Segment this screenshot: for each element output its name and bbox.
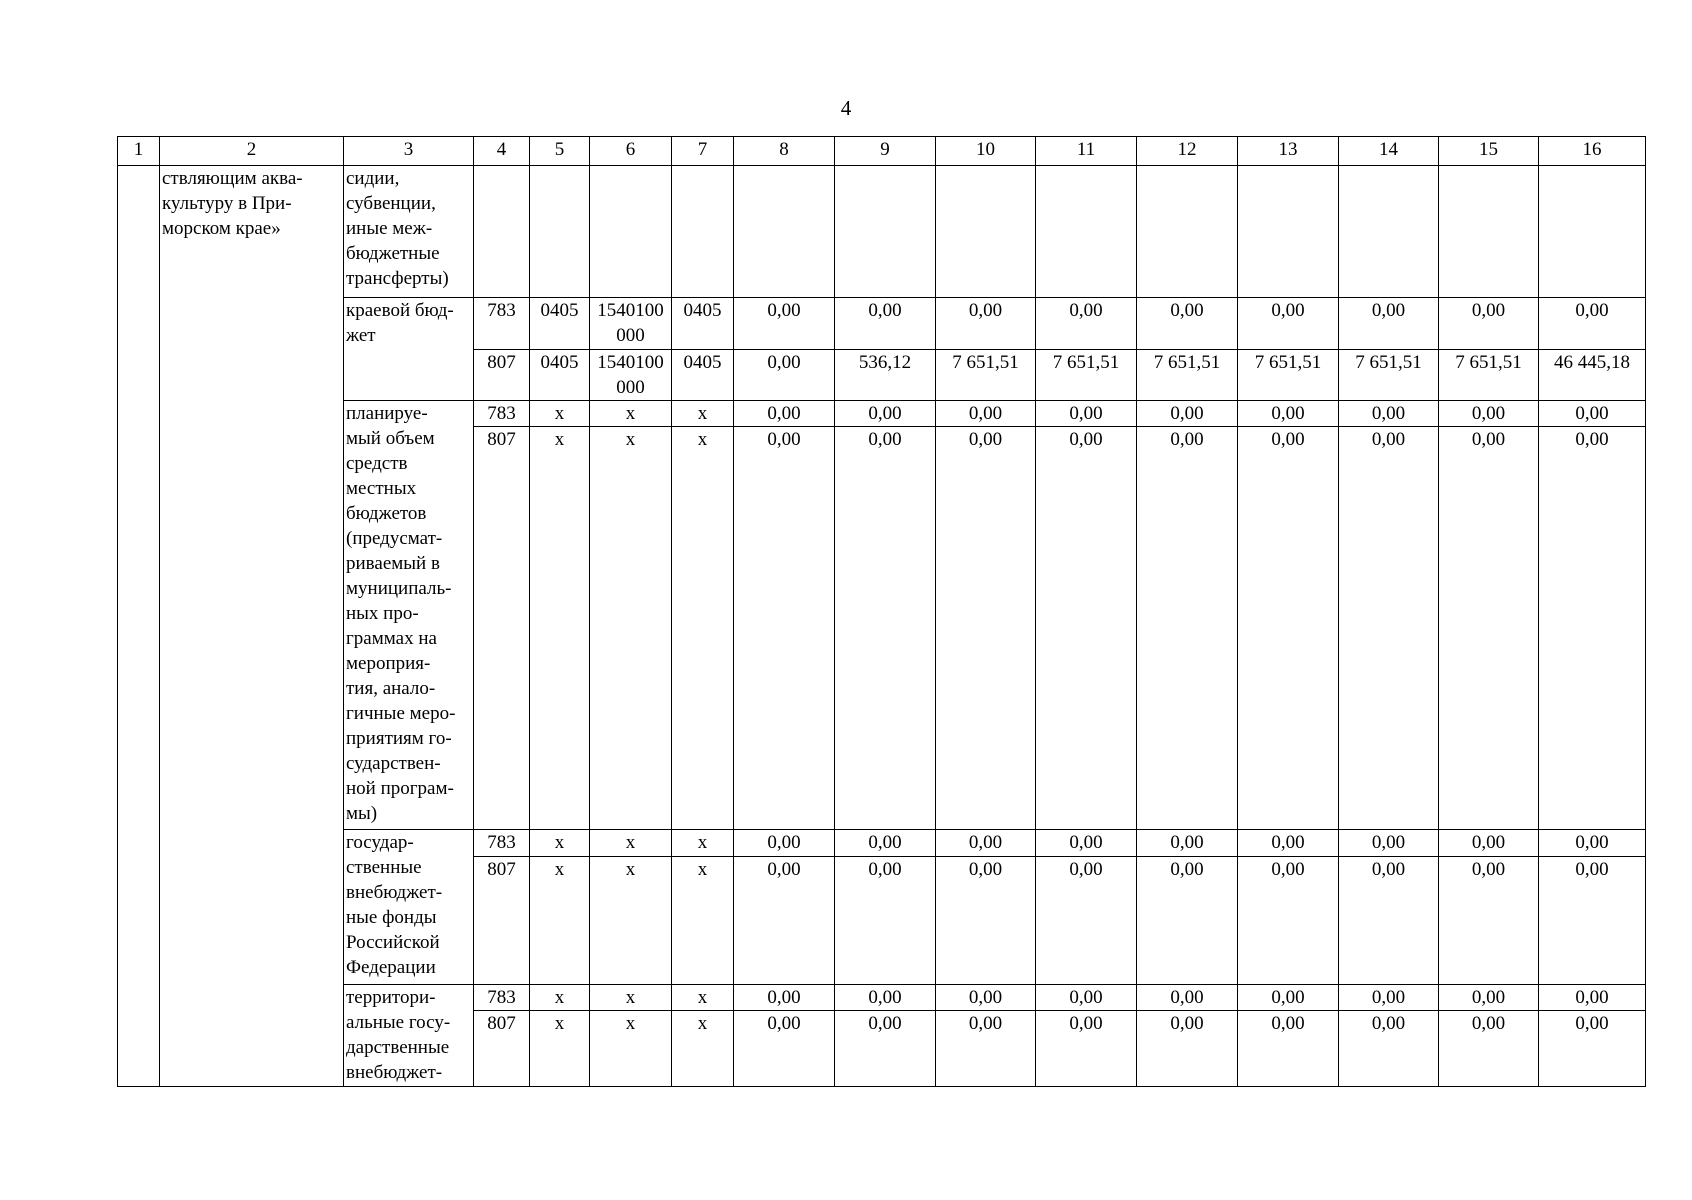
cell-local-807-col9: 0,00 <box>835 427 936 830</box>
cell-federal-807-col11: 0,00 <box>1036 857 1137 985</box>
cell-territorial-807-col14: 0,00 <box>1339 1011 1439 1087</box>
cell-federal-807-col16: 0,00 <box>1539 857 1646 985</box>
cell-local-807-col8: 0,00 <box>734 427 835 830</box>
cell-federal-783-col8: 0,00 <box>734 830 835 857</box>
cell-local-783-col12: 0,00 <box>1137 401 1238 427</box>
cell-regional-783-col14: 0,00 <box>1339 298 1439 350</box>
cell-federal-807-col6: x <box>590 857 672 985</box>
cell-regional-783-col7: 0405 <box>672 298 734 350</box>
cell-territorial-807-col6: x <box>590 1011 672 1087</box>
cell-regional-807-col12: 7 651,51 <box>1137 350 1238 401</box>
cell-federal-807-col7: x <box>672 857 734 985</box>
cell-local-807-col4: 807 <box>474 427 530 830</box>
cell-territorial-783-col5: x <box>530 985 590 1011</box>
cell-federal-783-col5: x <box>530 830 590 857</box>
cell-territorial-783-col14: 0,00 <box>1339 985 1439 1011</box>
cell-territorial-807-col5: x <box>530 1011 590 1087</box>
source-local <box>344 401 474 830</box>
territorial-783-row <box>118 985 1646 1011</box>
header-col-4: 4 <box>474 137 530 166</box>
cell-territorial-783-col13: 0,00 <box>1238 985 1339 1011</box>
cell-federal-783-col12: 0,00 <box>1137 830 1238 857</box>
cell-regional-783-col16: 0,00 <box>1539 298 1646 350</box>
cell-federal-783-col7: x <box>672 830 734 857</box>
cell-federal-783-col9: 0,00 <box>835 830 936 857</box>
cell-regional-783-col6: 1540100 000 <box>590 298 672 350</box>
cell-federal-807-col13: 0,00 <box>1238 857 1339 985</box>
header-col-12: 12 <box>1137 137 1238 166</box>
cell-territorial-807-col15: 0,00 <box>1439 1011 1539 1087</box>
cell-local-807-col11: 0,00 <box>1036 427 1137 830</box>
cell-local-783-col10: 0,00 <box>936 401 1036 427</box>
header-col-6: 6 <box>590 137 672 166</box>
cell-territorial-807-col16: 0,00 <box>1539 1011 1646 1087</box>
cell-local-783-col6: x <box>590 401 672 427</box>
header-col-15: 15 <box>1439 137 1539 166</box>
cell-regional-807-col15: 7 651,51 <box>1439 350 1539 401</box>
cell-regional-807-col8: 0,00 <box>734 350 835 401</box>
cell-territorial-807-col12: 0,00 <box>1137 1011 1238 1087</box>
header-col-14: 14 <box>1339 137 1439 166</box>
cell-regional-783-col5: 0405 <box>530 298 590 350</box>
cell-federal-807-col5: x <box>530 857 590 985</box>
cell-local-783-col5: x <box>530 401 590 427</box>
cell-regional-783-col10: 0,00 <box>936 298 1036 350</box>
cell-local-783-col16: 0,00 <box>1539 401 1646 427</box>
header-row <box>118 137 1646 166</box>
source-transfers <box>344 166 474 298</box>
cell-local-807-col6: x <box>590 427 672 830</box>
cell-local-783-col14: 0,00 <box>1339 401 1439 427</box>
header-col-13: 13 <box>1238 137 1339 166</box>
cell-regional-807-col6: 1540100 000 <box>590 350 672 401</box>
cell-local-807-col16: 0,00 <box>1539 427 1646 830</box>
cell-regional-807-col5: 0405 <box>530 350 590 401</box>
header-col-10: 10 <box>936 137 1036 166</box>
cell-regional-783-col9: 0,00 <box>835 298 936 350</box>
source-federal-funds <box>344 830 474 985</box>
cell-federal-807-col8: 0,00 <box>734 857 835 985</box>
cell-regional-783-col11: 0,00 <box>1036 298 1137 350</box>
cell-regional-807-col7: 0405 <box>672 350 734 401</box>
cell-local-783-col11: 0,00 <box>1036 401 1137 427</box>
cell-local-783-col7: x <box>672 401 734 427</box>
cell-regional-783-col4: 783 <box>474 298 530 350</box>
cell-regional-807-col4: 807 <box>474 350 530 401</box>
cell-territorial-783-col12: 0,00 <box>1137 985 1238 1011</box>
header-col-1: 1 <box>118 137 160 166</box>
cell-federal-783-col13: 0,00 <box>1238 830 1339 857</box>
cell-territorial-783-col9: 0,00 <box>835 985 936 1011</box>
header-col-11: 11 <box>1036 137 1137 166</box>
source-transfers-text: сидии, субвенции, иные меж- бюджетные трансферты) <box>346 168 449 289</box>
cell-local-783-col8: 0,00 <box>734 401 835 427</box>
source-local-text: планируе- мый объем средств местных бюджетов (предусмат- риваемый в муниципаль- ных про- граммах на мероприя- тия, анало- гичные меро- приятиям го- сударствен- ной програм- мы) <box>346 403 456 824</box>
cell-territorial-807-col7: x <box>672 1011 734 1087</box>
source-regional-text: краевой бюд- жет <box>346 300 454 346</box>
cell-regional-783-col8: 0,00 <box>734 298 835 350</box>
cell-local-783-col15: 0,00 <box>1439 401 1539 427</box>
cell-local-807-col7: x <box>672 427 734 830</box>
header-col-16: 16 <box>1539 137 1646 166</box>
cell-territorial-807-col13: 0,00 <box>1238 1011 1339 1087</box>
cell-federal-783-col14: 0,00 <box>1339 830 1439 857</box>
cell-local-807-col10: 0,00 <box>936 427 1036 830</box>
local-783-row <box>118 401 1646 427</box>
source-territorial-funds-text: территори- альные госу- дарственные внебюджет- <box>346 987 451 1083</box>
cell-territorial-807-col9: 0,00 <box>835 1011 936 1087</box>
col1-cell <box>118 166 160 1087</box>
cell-regional-783-col15: 0,00 <box>1439 298 1539 350</box>
cell-regional-783-col12: 0,00 <box>1137 298 1238 350</box>
col2-title: ствляющим аква- культуру в При- морском крае» <box>162 168 303 239</box>
cell-territorial-783-col10: 0,00 <box>936 985 1036 1011</box>
source-federal-funds-text: государ- ственные внебюджет- ные фонды Российской Федерации <box>346 832 443 978</box>
cell-territorial-783-col4: 783 <box>474 985 530 1011</box>
cell-territorial-783-col8: 0,00 <box>734 985 835 1011</box>
cell-territorial-807-col4: 807 <box>474 1011 530 1087</box>
cell-federal-783-col15: 0,00 <box>1439 830 1539 857</box>
cell-regional-807-col10: 7 651,51 <box>936 350 1036 401</box>
federal-783-row <box>118 830 1646 857</box>
cell-regional-783-col13: 0,00 <box>1238 298 1339 350</box>
cell-federal-807-col14: 0,00 <box>1339 857 1439 985</box>
cell-local-807-col14: 0,00 <box>1339 427 1439 830</box>
cell-local-783-col13: 0,00 <box>1238 401 1339 427</box>
page-number: 4 <box>840 96 852 120</box>
cell-regional-807-col14: 7 651,51 <box>1339 350 1439 401</box>
cell-local-807-col13: 0,00 <box>1238 427 1339 830</box>
source-regional <box>344 298 474 401</box>
header-col-9: 9 <box>835 137 936 166</box>
cell-federal-783-col6: x <box>590 830 672 857</box>
cell-federal-807-col10: 0,00 <box>936 857 1036 985</box>
cell-territorial-783-col16: 0,00 <box>1539 985 1646 1011</box>
cell-federal-807-col12: 0,00 <box>1137 857 1238 985</box>
cell-local-783-col4: 783 <box>474 401 530 427</box>
cell-territorial-783-col15: 0,00 <box>1439 985 1539 1011</box>
cell-territorial-783-col7: x <box>672 985 734 1011</box>
regional-783-row <box>118 298 1646 350</box>
cell-local-783-col9: 0,00 <box>835 401 936 427</box>
cell-territorial-807-col11: 0,00 <box>1036 1011 1137 1087</box>
cell-federal-783-col10: 0,00 <box>936 830 1036 857</box>
header-col-5: 5 <box>530 137 590 166</box>
cell-federal-783-col16: 0,00 <box>1539 830 1646 857</box>
budget-table <box>117 136 1646 1087</box>
cell-federal-807-col4: 807 <box>474 857 530 985</box>
cell-regional-807-col16: 46 445,18 <box>1539 350 1646 401</box>
header-col-8: 8 <box>734 137 835 166</box>
cell-regional-807-col11: 7 651,51 <box>1036 350 1137 401</box>
header-col-2: 2 <box>160 137 344 166</box>
cell-regional-807-col9: 536,12 <box>835 350 936 401</box>
header-col-3: 3 <box>344 137 474 166</box>
cell-local-807-col12: 0,00 <box>1137 427 1238 830</box>
cell-federal-807-col15: 0,00 <box>1439 857 1539 985</box>
header-col-7: 7 <box>672 137 734 166</box>
cell-local-807-col5: x <box>530 427 590 830</box>
cell-local-807-col15: 0,00 <box>1439 427 1539 830</box>
cell-territorial-783-col6: x <box>590 985 672 1011</box>
cell-territorial-783-col11: 0,00 <box>1036 985 1137 1011</box>
cell-regional-807-col13: 7 651,51 <box>1238 350 1339 401</box>
cell-federal-807-col9: 0,00 <box>835 857 936 985</box>
cell-territorial-807-col10: 0,00 <box>936 1011 1036 1087</box>
cell-federal-783-col11: 0,00 <box>1036 830 1137 857</box>
transfers-row <box>118 166 1646 298</box>
col2-title-cell <box>160 166 344 1087</box>
cell-federal-783-col4: 783 <box>474 830 530 857</box>
cell-territorial-807-col8: 0,00 <box>734 1011 835 1087</box>
source-territorial-funds <box>344 985 474 1087</box>
